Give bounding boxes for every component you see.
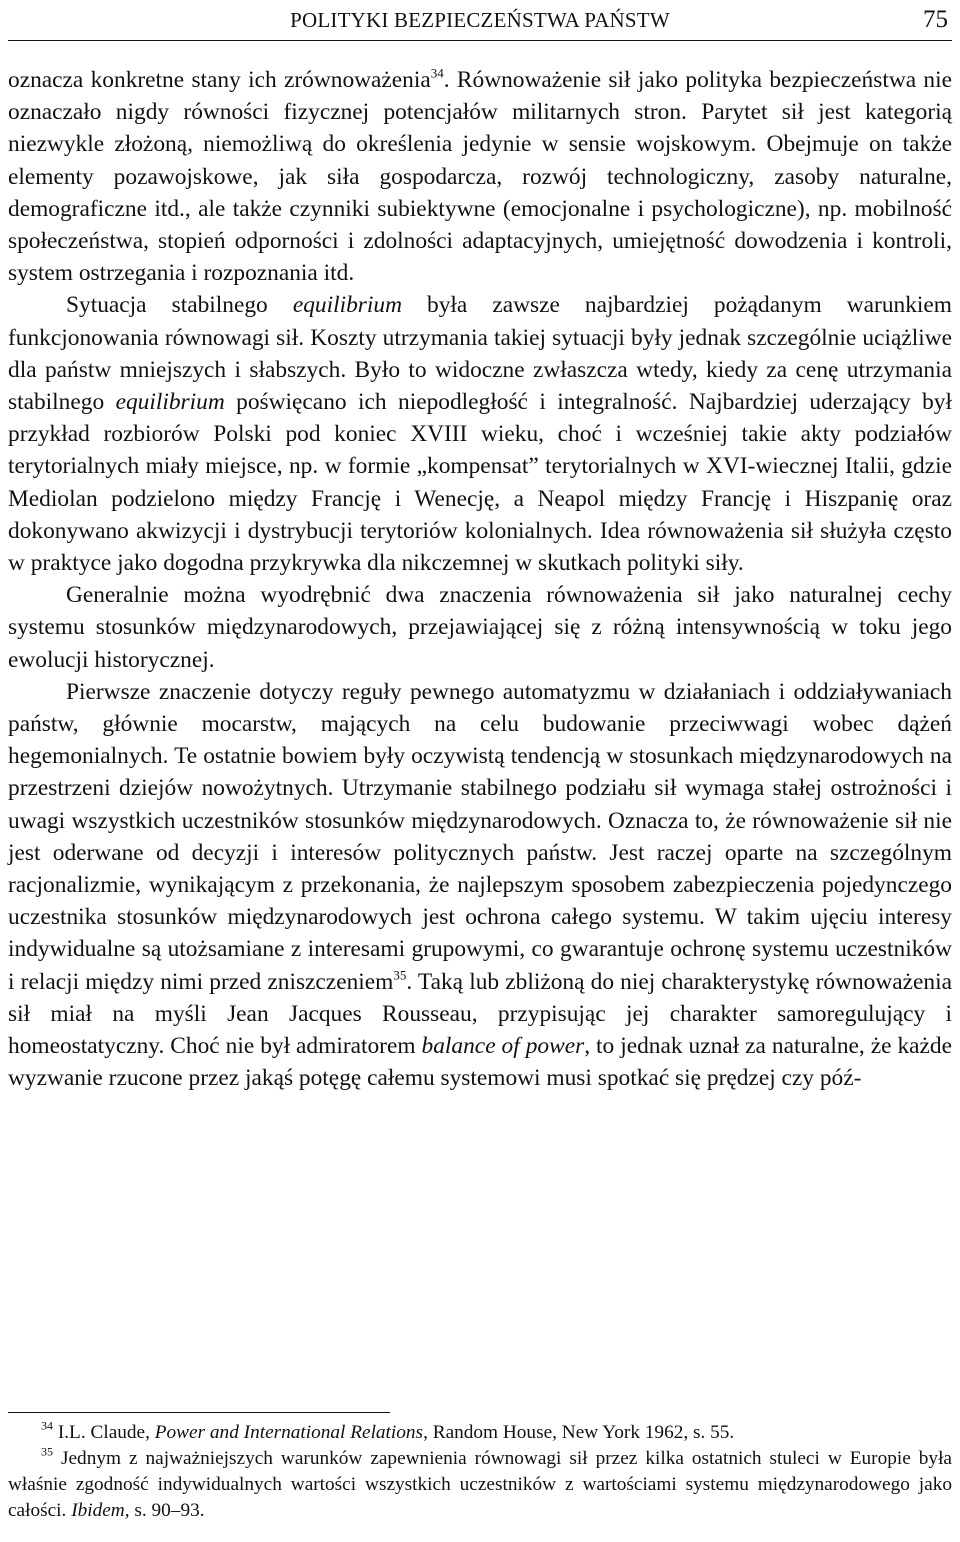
footnote-text-b: , Random House, New York 1962, s. 55. bbox=[423, 1422, 735, 1443]
page-number: 75 bbox=[923, 6, 948, 33]
paragraph-1-text-a: oznacza konkretne stany ich zrównoważenia bbox=[8, 67, 431, 93]
paragraph-2 bbox=[8, 289, 952, 579]
footnote-text-a: I.L. Claude, bbox=[53, 1422, 155, 1443]
paragraph-4 bbox=[8, 676, 952, 1095]
footnote-divider bbox=[8, 1412, 390, 1413]
footnote-number: 34 bbox=[41, 1418, 53, 1433]
page-header bbox=[8, 2, 952, 41]
footnote-italic-title: Power and International Relations bbox=[154, 1422, 424, 1443]
footnotes bbox=[8, 1420, 952, 1524]
paragraph-4-text-c: , to jednak uznał za naturalne, że każde wyzwanie rzucone przez jakąś potęgę całemu systemowi musi spotkać się prędzej czy póź- bbox=[8, 1033, 952, 1092]
italic-term-balance-of-power: balance of power bbox=[421, 1033, 585, 1060]
footnote-ref-34[interactable]: 34 bbox=[430, 65, 444, 81]
paragraph-2-text-b: była zawsze najbardziej pożądanym warunkiem funkcjonowania równowagi sił. Koszty utrzymania takiej sytuacji były jednak szczególnie uciążliwe dla państw mniejszych i słabszych. Było to widoczne zwłaszcza wtedy, kiedy za cenę utrzymania stabilnego bbox=[8, 292, 952, 416]
footnote-number: 35 bbox=[41, 1444, 53, 1459]
footnote-text-b: , s. 90–93. bbox=[124, 1500, 205, 1521]
italic-term-equilibrium-2: equilibrium bbox=[115, 389, 225, 416]
paragraph-1-text-b: . Równoważenie sił jako polityka bezpieczeństwa nie oznaczało nigdy równości fizycznej potencjałów militarnych stron. Parytet sił jest kategorią niezwykle złożoną, niemożliwą do określenia jedynie w sensie wojskowym. Obejmuje on także elementy pozawojskowe, jak siła gospodarcza, rozwój technologiczny, zasoby naturalne, demograficzne itd., ale także czynniki subiektywne (emocjonalne i psychologiczne), np. mobilność społeczeństwa, stopień odporności i zdolności adaptacyjnych, umiejętność dowodzenia i kontroli, system ostrzegania i rozpoznania itd. bbox=[8, 67, 952, 287]
footnote-italic-ibidem: Ibidem bbox=[71, 1500, 125, 1521]
footnote-ref-35[interactable]: 35 bbox=[393, 966, 407, 982]
paragraph-1 bbox=[8, 64, 952, 289]
paragraph-4-text-a: Pierwsze znaczenie dotyczy reguły pewnego automatyzmu w działaniach i oddziaływaniach państw, głównie mocarstw, mających na celu budowanie przeciwwagi wobec dążeń hegemonialnych. Te ostatnie bowiem były oczywistą tendencją w stosunkach międzynarodowych na przestrzeni dziejów nowożytnych. Utrzymanie stabilnego podziału sił wymaga stałej ostrożności i uwagi wszystkich uczestników stosunków międzynarodowych. Oznacza to, że równoważenie sił nie jest oderwane od decyzji i interesów politycznych państw. Jest raczej oparte na szczególnym racjonalizmie, wynikającym z przekonania, że najlepszym sposobem zabezpieczenia pojedynczego uczestnika stosunków międzynarodowych jest ochrona całego systemu. W takim ujęciu interesy indywidualne są utożsamiane z interesami grupowymi, co gwarantuje ochronę systemu uczestników i relacji między nimi przed zniszczeniem bbox=[8, 678, 952, 995]
body-text bbox=[8, 64, 952, 1095]
paragraph-3: Generalnie można wyodrębnić dwa znaczenia równoważenia sił jako naturalnej cechy systemu stosunków międzynarodowych, przejawiającej się z różną intensywnością w toku jego ewolucji historycznej. bbox=[8, 582, 952, 673]
footnote-text-a: Jednym z najważniejszych warunków zapewnienia równowagi sił przez kilka ostatnich stuleci w Europie była właśnie zgodność indywidualnych wartości wszystkich uczestników z wartościami systemu międzynarodowego jako całości. bbox=[8, 1448, 952, 1521]
paragraph-2-text-c: poświęcano ich niepodległość i integralność. Najbardziej uderzający był przykład rozbiorów Polski pod koniec XVIII wieku, choć i wcześniej takie akty podziałów terytorialnych miały miejsce, np. w formie „kompensat” terytorialnych w XVI-wiecznej Italii, gdzie Mediolan podzielono między Francję i Wenecję, a Neapol między Francję i Hiszpanię oraz dokonywano akwizycji i dystrybucji terytoriów kolonialnych. Idea równoważenia sił służyła często w praktyce jako dogodna przykrywka dla nikczemnej w skutkach polityki siły. bbox=[8, 389, 952, 577]
running-title: POLITYKI BEZPIECZEŃSTWA PAŃSTW bbox=[290, 8, 670, 32]
footnote-35 bbox=[8, 1446, 952, 1524]
paragraph-2-text-a: Sytuacja stabilnego bbox=[66, 292, 293, 319]
paragraph-4-text-b: . Taką lub zbliżoną do niej charakterystykę równoważenia sił miał na myśli Jean Jacques Rousseau, przypisując jej charakter samoregulujący i homeostatyczny. Choć nie był admiratorem bbox=[8, 968, 952, 1060]
footnote-34 bbox=[8, 1420, 952, 1446]
italic-term-equilibrium-1: equilibrium bbox=[292, 292, 402, 319]
